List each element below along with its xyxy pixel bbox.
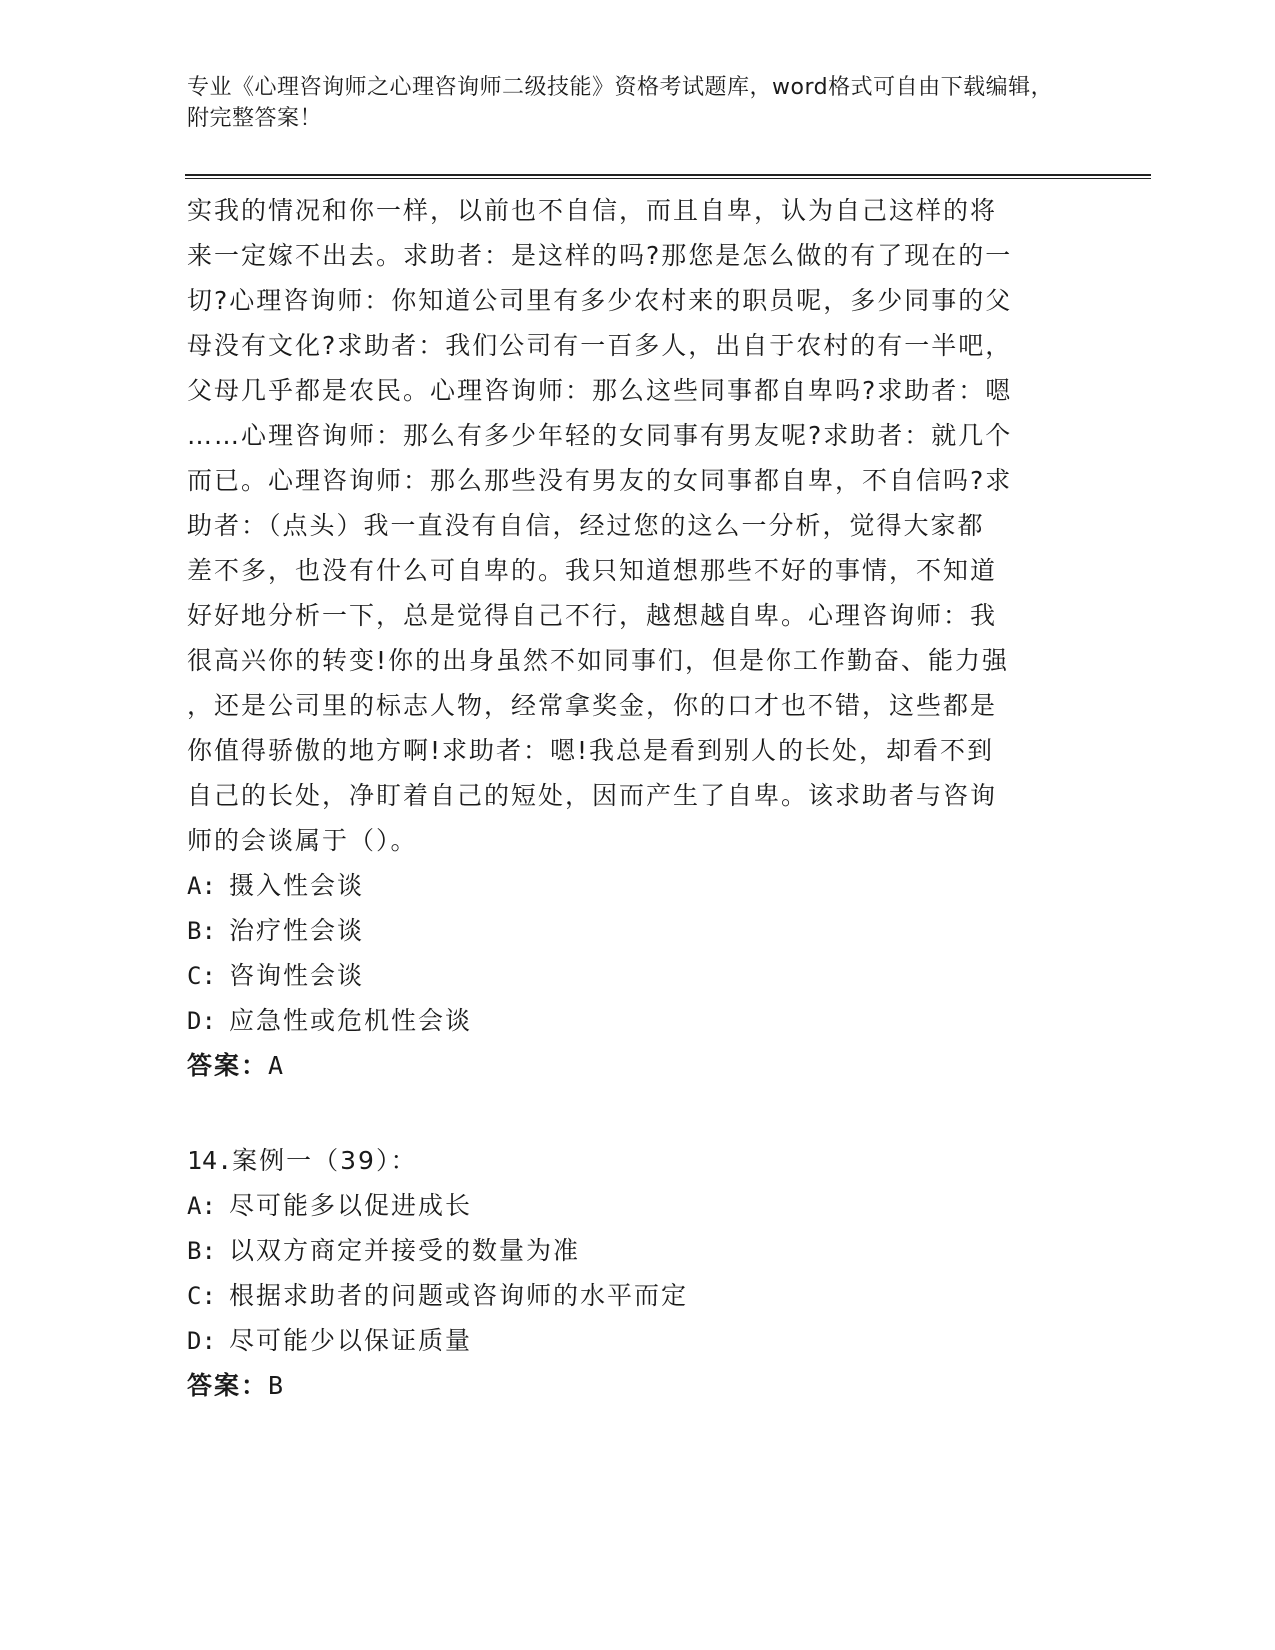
question-passage (187, 188, 1067, 863)
answer-line (187, 1363, 1067, 1409)
option-text: 尽可能少以保证质量 (229, 1326, 473, 1355)
question-title-text: 案例一（39）： (232, 1146, 418, 1175)
answer-line (187, 1043, 1067, 1089)
passage-line: 来一定嫁不出去。求助者：是这样的吗?那您是怎么做的有了现在的一 (187, 241, 1013, 270)
passage-line: ，还是公司里的标志人物，经常拿奖金，你的口才也不错，这些都是 (187, 691, 998, 720)
question-number: 14. (187, 1146, 233, 1175)
option-text: 咨询性会谈 (229, 961, 365, 990)
passage-line: 母没有文化?求助者：我们公司有一百多人，出自于农村的有一半吧， (187, 331, 1013, 360)
option-letter: B: (187, 1237, 216, 1265)
passage-line: 助者：（点头）我一直没有自信，经过您的这么一分析，觉得大家都 (187, 511, 985, 540)
option-letter: C: (187, 1282, 216, 1310)
option-letter: A: (187, 1192, 216, 1220)
option-c (187, 953, 1067, 998)
passage-line: 你值得骄傲的地方啊!求助者：嗯!我总是看到别人的长处，却看不到 (187, 736, 995, 765)
answer-label: 答案： (187, 1371, 269, 1400)
header-divider (185, 174, 1151, 179)
option-a (187, 1183, 1067, 1228)
option-letter: A: (187, 872, 216, 900)
passage-line: 师的会谈属于（）。 (187, 826, 418, 855)
page-header (187, 72, 1067, 134)
option-b (187, 1228, 1067, 1273)
passage-line: 父母几乎都是农民。心理咨询师：那么这些同事都自卑吗?求助者：嗯 (187, 376, 1013, 405)
passage-line: 而已。心理咨询师：那么那些没有男友的女同事都自卑，不自信吗?求 (187, 466, 1013, 495)
question-14 (187, 1138, 1067, 1409)
passage-line: 实我的情况和你一样，以前也不自信，而且自卑，认为自己这样的将 (187, 196, 998, 225)
option-a (187, 863, 1067, 908)
header-text: 专业《心理咨询师之心理咨询师二级技能》资格考试题库，word格式可自由下载编辑，附完整答案！ (187, 75, 1054, 131)
option-b (187, 908, 1067, 953)
question-title (187, 1138, 1067, 1183)
option-c (187, 1273, 1067, 1318)
passage-line: 切?心理咨询师：你知道公司里有多少农村来的职员呢，多少同事的父 (187, 286, 1013, 315)
option-text: 根据求助者的问题或咨询师的水平而定 (229, 1281, 689, 1310)
option-letter: B: (187, 917, 216, 945)
option-d (187, 1318, 1067, 1363)
passage-line: 差不多，也没有什么可自卑的。我只知道想那些不好的事情，不知道 (187, 556, 998, 585)
answer-value: B (268, 1371, 286, 1400)
passage-line: ……心理咨询师：那么有多少年轻的女同事有男友呢?求助者：就几个 (187, 421, 1013, 450)
option-text: 摄入性会谈 (229, 871, 365, 900)
option-letter: C: (187, 962, 216, 990)
answer-value: A (268, 1051, 286, 1080)
option-text: 应急性或危机性会谈 (229, 1006, 473, 1035)
option-text: 尽可能多以促进成长 (229, 1191, 473, 1220)
option-text: 治疗性会谈 (229, 916, 365, 945)
option-letter: D: (187, 1327, 216, 1355)
passage-line: 好好地分析一下，总是觉得自己不行，越想越自卑。心理咨询师：我 (187, 601, 998, 630)
option-text: 以双方商定并接受的数量为准 (229, 1236, 581, 1265)
option-d (187, 998, 1067, 1043)
option-letter: D: (187, 1007, 216, 1035)
passage-line: 很高兴你的转变!你的出身虽然不如同事们，但是你工作勤奋、能力强 (187, 646, 1010, 675)
passage-line: 自己的长处，净盯着自己的短处，因而产生了自卑。该求助者与咨询 (187, 781, 998, 810)
answer-label: 答案： (187, 1051, 269, 1080)
question-13 (187, 188, 1067, 1089)
